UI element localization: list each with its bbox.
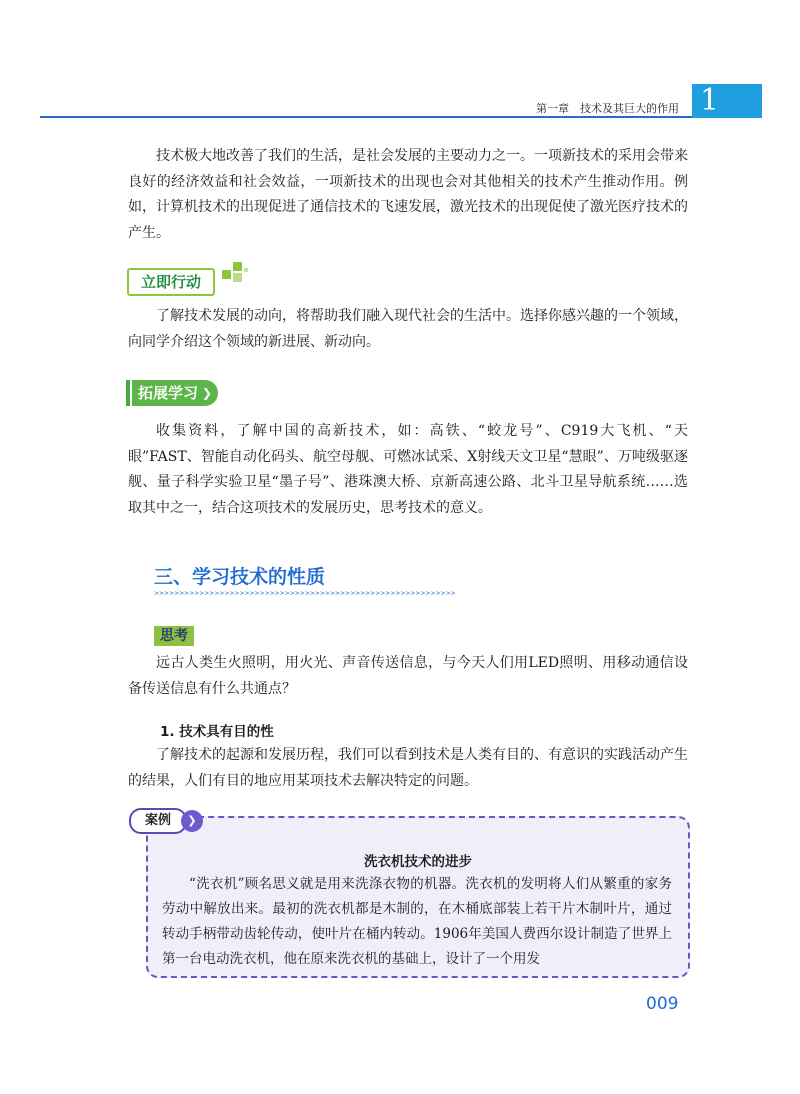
chapter-number: 1	[700, 83, 720, 118]
badge-bar	[126, 380, 130, 406]
section-underline-chevrons: >>>>>>>>>>>>>>>>>>>>>>>>>>>>>>>>>>>>>>>>>>>>>>>>>>>>>>>>>>>>	[154, 590, 456, 597]
think-badge: 思考	[154, 626, 194, 646]
section-title: 三、学习技术的性质	[154, 566, 326, 588]
think-text: 远古人类生火照明，用火光、声音传送信息，与今天人们用LED照明、用移动通信设备传送信息有什么共通点？	[128, 655, 688, 697]
running-header: 第一章 技术及其巨大的作用	[536, 102, 679, 115]
subsection-text: 了解技术的起源和发展历程，我们可以看到技术是人类有目的、有意识的实践活动产生的结果，人们有目的地应用某项技术去解决特定的问题。	[128, 747, 688, 789]
case-title: 洗衣机技术的进步	[364, 854, 472, 870]
chevron-right-icon: ❯	[202, 386, 213, 400]
case-badge	[129, 808, 209, 834]
badge-body	[132, 380, 218, 406]
expand-learning-badge	[126, 380, 218, 406]
expand-learning-label: 拓展学习	[138, 384, 199, 402]
subsection-heading: 1. 技术具有目的性	[160, 724, 274, 740]
header-rule	[40, 116, 692, 118]
case-text: “洗衣机”顾名思义就是用来洗涤衣物的机器。洗衣机的发明将人们从繁重的家务劳动中解放出来。最初的洗衣机都是木制的，在木桶底部装上若干片木制叶片，通过转动手柄带动齿轮传动，使叶片在桶内转动。1906年美国人费西尔设计制造了世界上第一台电动洗衣机，他在原来洗衣机的基础上，设计了一个用发	[162, 876, 672, 967]
act-now-text: 了解技术发展的动向，将帮助我们融入现代社会的生活中。选择你感兴趣的一个领域，向同学介绍这个领域的新进展、新动向。	[128, 308, 688, 350]
case-label: 案例	[129, 808, 187, 834]
chevron-right-icon: ❯	[181, 810, 203, 832]
squares-decoration-icon	[222, 262, 248, 288]
page-number: 009	[646, 994, 679, 1014]
expand-learning-text: 收集资料，了解中国的高新技术，如：高铁、“蛟龙号”、C919大飞机、“天眼”FAST、智能自动化码头、航空母舰、可燃冰试采、X射线天文卫星“慧眼”、万吨级驱逐舰、量子科学实验卫星“墨子号”、港珠澳大桥、京新高速公路、北斗卫星导航系统……选取其中之一，结合这项技术的发展历史，思考技术的意义。	[128, 423, 688, 516]
intro-paragraph: 技术极大地改善了我们的生活，是社会发展的主要动力之一。一项新技术的采用会带来良好的经济效益和社会效益，一项新技术的出现也会对其他相关的技术产生推动作用。例如，计算机技术的出现促进了通信技术的飞速发展，激光技术的出现促使了激光医疗技术的产生。	[128, 148, 688, 241]
act-now-badge: 立即行动	[127, 268, 215, 296]
